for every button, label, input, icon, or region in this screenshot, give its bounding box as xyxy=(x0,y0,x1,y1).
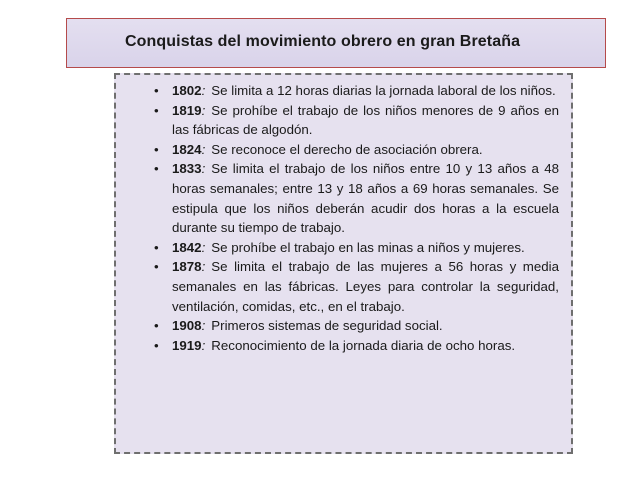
content-panel xyxy=(114,73,573,454)
item-text: Se limita el trabajo de las mujeres a 56 horas y media semanales en las fábricas. Leyes para controlar la seguridad, ventilación, comidas, etc., en el trabajo. xyxy=(172,259,559,314)
item-colon: : xyxy=(201,318,206,334)
item-text: Se reconoce el derecho de asociación obrera. xyxy=(211,141,483,157)
bullet-icon: • xyxy=(154,102,159,118)
list-item xyxy=(116,81,571,101)
bullet-icon: • xyxy=(154,239,159,255)
page-title: Conquistas del movimiento obrero en gran Bretaña xyxy=(125,33,521,50)
item-text: Se limita a 12 horas diarias la jornada laboral de los niños. xyxy=(211,83,556,98)
item-colon: : xyxy=(201,259,206,275)
item-colon: : xyxy=(201,83,206,98)
item-text: Se prohíbe el trabajo de los niños menores de 9 años en las fábricas de algodón. xyxy=(172,102,559,138)
item-colon: : xyxy=(201,337,206,353)
item-year: 1842 xyxy=(172,239,202,255)
item-colon: : xyxy=(201,141,206,157)
list-item xyxy=(116,316,571,336)
item-year: 1819 xyxy=(172,102,202,118)
list-item xyxy=(116,101,571,140)
title-banner xyxy=(66,18,606,68)
bullet-icon: • xyxy=(154,337,159,353)
bullet-icon: • xyxy=(154,141,159,157)
item-text: Se prohíbe el trabajo en las minas a niños y mujeres. xyxy=(211,239,525,255)
item-year: 1919 xyxy=(172,337,202,353)
bullet-icon: • xyxy=(154,259,159,275)
bullet-icon: • xyxy=(154,318,159,334)
item-year: 1908 xyxy=(172,318,202,334)
item-colon: : xyxy=(201,161,206,177)
list-item xyxy=(116,238,571,258)
item-year: 1833 xyxy=(172,161,202,177)
list-item xyxy=(116,159,571,237)
list-item xyxy=(116,140,571,160)
item-year: 1878 xyxy=(172,259,202,275)
item-year: 1824 xyxy=(172,141,202,157)
bullet-icon: • xyxy=(154,161,159,177)
item-year: 1802 xyxy=(172,83,202,98)
item-colon: : xyxy=(201,239,206,255)
list-item xyxy=(116,257,571,316)
list-item xyxy=(116,336,571,356)
item-colon: : xyxy=(201,102,206,118)
item-text: Reconocimiento de la jornada diaria de ocho horas. xyxy=(211,337,516,353)
bullet-icon: • xyxy=(154,83,159,98)
timeline-list xyxy=(116,81,571,355)
item-text: Se limita el trabajo de los niños entre 10 y 13 años a 48 horas semanales; entre 13 y 18 años a 69 horas semanales. Se estipula que los niños deberán acudir dos horas a la escuela durante su tiempo de trabajo. xyxy=(172,161,559,236)
item-text: Primeros sistemas de seguridad social. xyxy=(211,318,443,334)
